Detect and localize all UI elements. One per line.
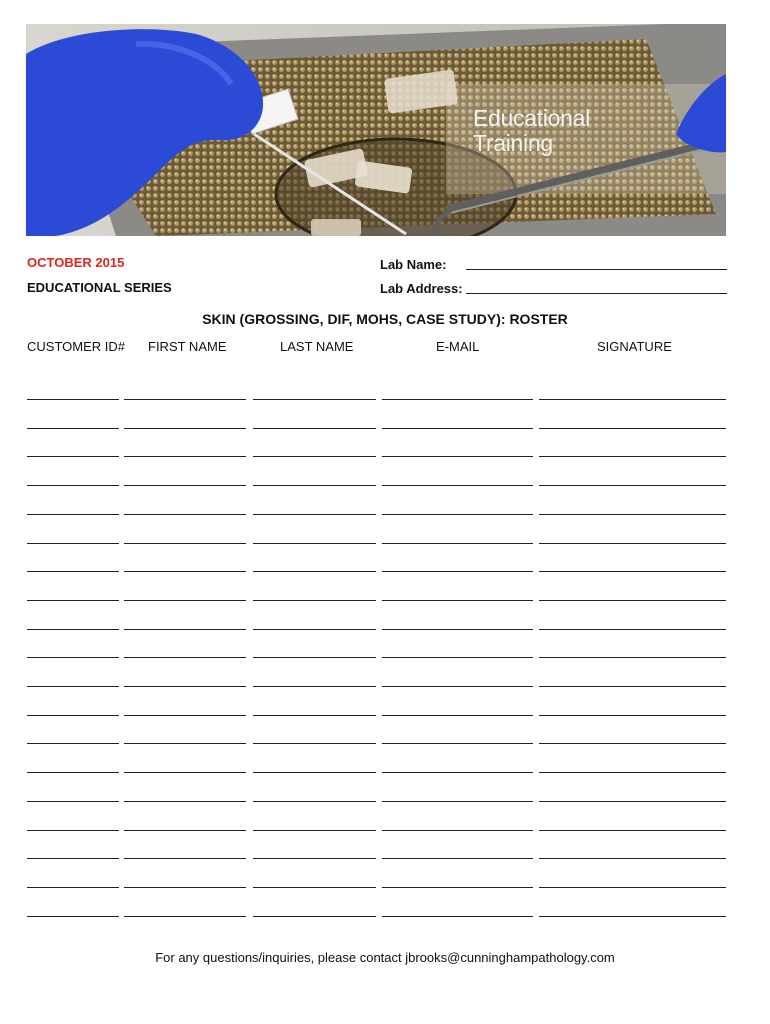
roster-line-last-name[interactable] bbox=[253, 858, 376, 859]
roster-line-email[interactable] bbox=[382, 514, 533, 515]
roster-line-first-name[interactable] bbox=[124, 571, 246, 572]
roster-line-first-name[interactable] bbox=[124, 600, 246, 601]
roster-line-email[interactable] bbox=[382, 772, 533, 773]
roster-line-first-name[interactable] bbox=[124, 830, 246, 831]
roster-line-first-name[interactable] bbox=[124, 743, 246, 744]
roster-title: SKIN (GROSSING, DIF, MOHS, CASE STUDY): ROSTER bbox=[202, 311, 568, 327]
roster-line-email[interactable] bbox=[382, 543, 533, 544]
roster-line-customer-id[interactable] bbox=[27, 801, 119, 802]
roster-line-last-name[interactable] bbox=[253, 428, 376, 429]
roster-line-email[interactable] bbox=[382, 686, 533, 687]
column-header-last-name: LAST NAME bbox=[280, 339, 354, 354]
roster-line-customer-id[interactable] bbox=[27, 428, 119, 429]
roster-line-email[interactable] bbox=[382, 887, 533, 888]
roster-line-last-name[interactable] bbox=[253, 571, 376, 572]
roster-line-last-name[interactable] bbox=[253, 657, 376, 658]
roster-line-first-name[interactable] bbox=[124, 858, 246, 859]
roster-line-first-name[interactable] bbox=[124, 485, 246, 486]
roster-line-customer-id[interactable] bbox=[27, 399, 119, 400]
banner-title-line1: Educational bbox=[473, 105, 590, 131]
month-label: OCTOBER 2015 bbox=[27, 255, 125, 270]
roster-line-first-name[interactable] bbox=[124, 916, 246, 917]
roster-line-signature[interactable] bbox=[539, 571, 726, 572]
roster-line-email[interactable] bbox=[382, 629, 533, 630]
roster-line-last-name[interactable] bbox=[253, 830, 376, 831]
roster-line-last-name[interactable] bbox=[253, 399, 376, 400]
roster-line-email[interactable] bbox=[382, 801, 533, 802]
roster-line-signature[interactable] bbox=[539, 830, 726, 831]
roster-line-first-name[interactable] bbox=[124, 399, 246, 400]
roster-line-first-name[interactable] bbox=[124, 686, 246, 687]
roster-line-last-name[interactable] bbox=[253, 543, 376, 544]
lab-address-field[interactable] bbox=[466, 293, 727, 294]
roster-line-first-name[interactable] bbox=[124, 657, 246, 658]
roster-line-signature[interactable] bbox=[539, 514, 726, 515]
roster-line-signature[interactable] bbox=[539, 743, 726, 744]
roster-line-first-name[interactable] bbox=[124, 772, 246, 773]
roster-line-signature[interactable] bbox=[539, 887, 726, 888]
roster-line-signature[interactable] bbox=[539, 543, 726, 544]
roster-line-first-name[interactable] bbox=[124, 428, 246, 429]
roster-line-signature[interactable] bbox=[539, 858, 726, 859]
roster-line-last-name[interactable] bbox=[253, 743, 376, 744]
roster-line-last-name[interactable] bbox=[253, 629, 376, 630]
roster-line-customer-id[interactable] bbox=[27, 858, 119, 859]
roster-line-customer-id[interactable] bbox=[27, 830, 119, 831]
roster-line-customer-id[interactable] bbox=[27, 887, 119, 888]
column-header-first-name: FIRST NAME bbox=[148, 339, 227, 354]
roster-line-signature[interactable] bbox=[539, 399, 726, 400]
banner-title-line2: Training bbox=[473, 130, 553, 156]
roster-line-signature[interactable] bbox=[539, 916, 726, 917]
roster-line-email[interactable] bbox=[382, 715, 533, 716]
roster-line-first-name[interactable] bbox=[124, 887, 246, 888]
roster-line-signature[interactable] bbox=[539, 686, 726, 687]
roster-line-customer-id[interactable] bbox=[27, 571, 119, 572]
roster-line-email[interactable] bbox=[382, 916, 533, 917]
roster-line-email[interactable] bbox=[382, 858, 533, 859]
roster-line-customer-id[interactable] bbox=[27, 772, 119, 773]
roster-line-email[interactable] bbox=[382, 399, 533, 400]
roster-line-last-name[interactable] bbox=[253, 772, 376, 773]
roster-line-last-name[interactable] bbox=[253, 456, 376, 457]
roster-line-last-name[interactable] bbox=[253, 686, 376, 687]
roster-line-customer-id[interactable] bbox=[27, 456, 119, 457]
roster-line-signature[interactable] bbox=[539, 772, 726, 773]
roster-line-first-name[interactable] bbox=[124, 629, 246, 630]
roster-line-customer-id[interactable] bbox=[27, 686, 119, 687]
column-header-email: E-MAIL bbox=[436, 339, 480, 354]
roster-line-customer-id[interactable] bbox=[27, 743, 119, 744]
banner-photo bbox=[26, 24, 726, 236]
roster-line-customer-id[interactable] bbox=[27, 485, 119, 486]
roster-line-signature[interactable] bbox=[539, 600, 726, 601]
series-label: EDUCATIONAL SERIES bbox=[27, 280, 172, 295]
roster-line-email[interactable] bbox=[382, 485, 533, 486]
roster-line-first-name[interactable] bbox=[124, 801, 246, 802]
lab-name-field[interactable] bbox=[466, 269, 727, 270]
roster-line-signature[interactable] bbox=[539, 428, 726, 429]
roster-line-last-name[interactable] bbox=[253, 600, 376, 601]
banner-illustration bbox=[26, 24, 726, 236]
roster-line-email[interactable] bbox=[382, 571, 533, 572]
roster-line-email[interactable] bbox=[382, 743, 533, 744]
roster-line-last-name[interactable] bbox=[253, 801, 376, 802]
roster-line-customer-id[interactable] bbox=[27, 600, 119, 601]
lab-name-label: Lab Name: bbox=[380, 257, 447, 272]
roster-line-email[interactable] bbox=[382, 428, 533, 429]
column-header-signature: SIGNATURE bbox=[597, 339, 672, 354]
roster-line-customer-id[interactable] bbox=[27, 629, 119, 630]
roster-line-signature[interactable] bbox=[539, 456, 726, 457]
roster-line-email[interactable] bbox=[382, 657, 533, 658]
roster-line-first-name[interactable] bbox=[124, 456, 246, 457]
roster-line-customer-id[interactable] bbox=[27, 514, 119, 515]
roster-line-first-name[interactable] bbox=[124, 543, 246, 544]
roster-line-last-name[interactable] bbox=[253, 715, 376, 716]
footer-contact: For any questions/inquiries, please contact jbrooks@cunninghampathology.com bbox=[155, 950, 615, 965]
roster-line-signature[interactable] bbox=[539, 485, 726, 486]
roster-line-last-name[interactable] bbox=[253, 514, 376, 515]
roster-line-customer-id[interactable] bbox=[27, 543, 119, 544]
roster-line-customer-id[interactable] bbox=[27, 657, 119, 658]
roster-line-email[interactable] bbox=[382, 456, 533, 457]
banner-title bbox=[473, 106, 590, 156]
lab-address-label: Lab Address: bbox=[380, 281, 463, 296]
roster-line-signature[interactable] bbox=[539, 657, 726, 658]
roster-line-last-name[interactable] bbox=[253, 916, 376, 917]
roster-line-email[interactable] bbox=[382, 830, 533, 831]
roster-line-signature[interactable] bbox=[539, 715, 726, 716]
roster-line-customer-id[interactable] bbox=[27, 715, 119, 716]
roster-line-last-name[interactable] bbox=[253, 485, 376, 486]
roster-line-email[interactable] bbox=[382, 600, 533, 601]
column-header-customer-id: CUSTOMER ID# bbox=[27, 339, 125, 354]
roster-line-customer-id[interactable] bbox=[27, 916, 119, 917]
roster-line-signature[interactable] bbox=[539, 801, 726, 802]
roster-line-signature[interactable] bbox=[539, 629, 726, 630]
roster-line-last-name[interactable] bbox=[253, 887, 376, 888]
roster-line-first-name[interactable] bbox=[124, 514, 246, 515]
roster-line-first-name[interactable] bbox=[124, 715, 246, 716]
